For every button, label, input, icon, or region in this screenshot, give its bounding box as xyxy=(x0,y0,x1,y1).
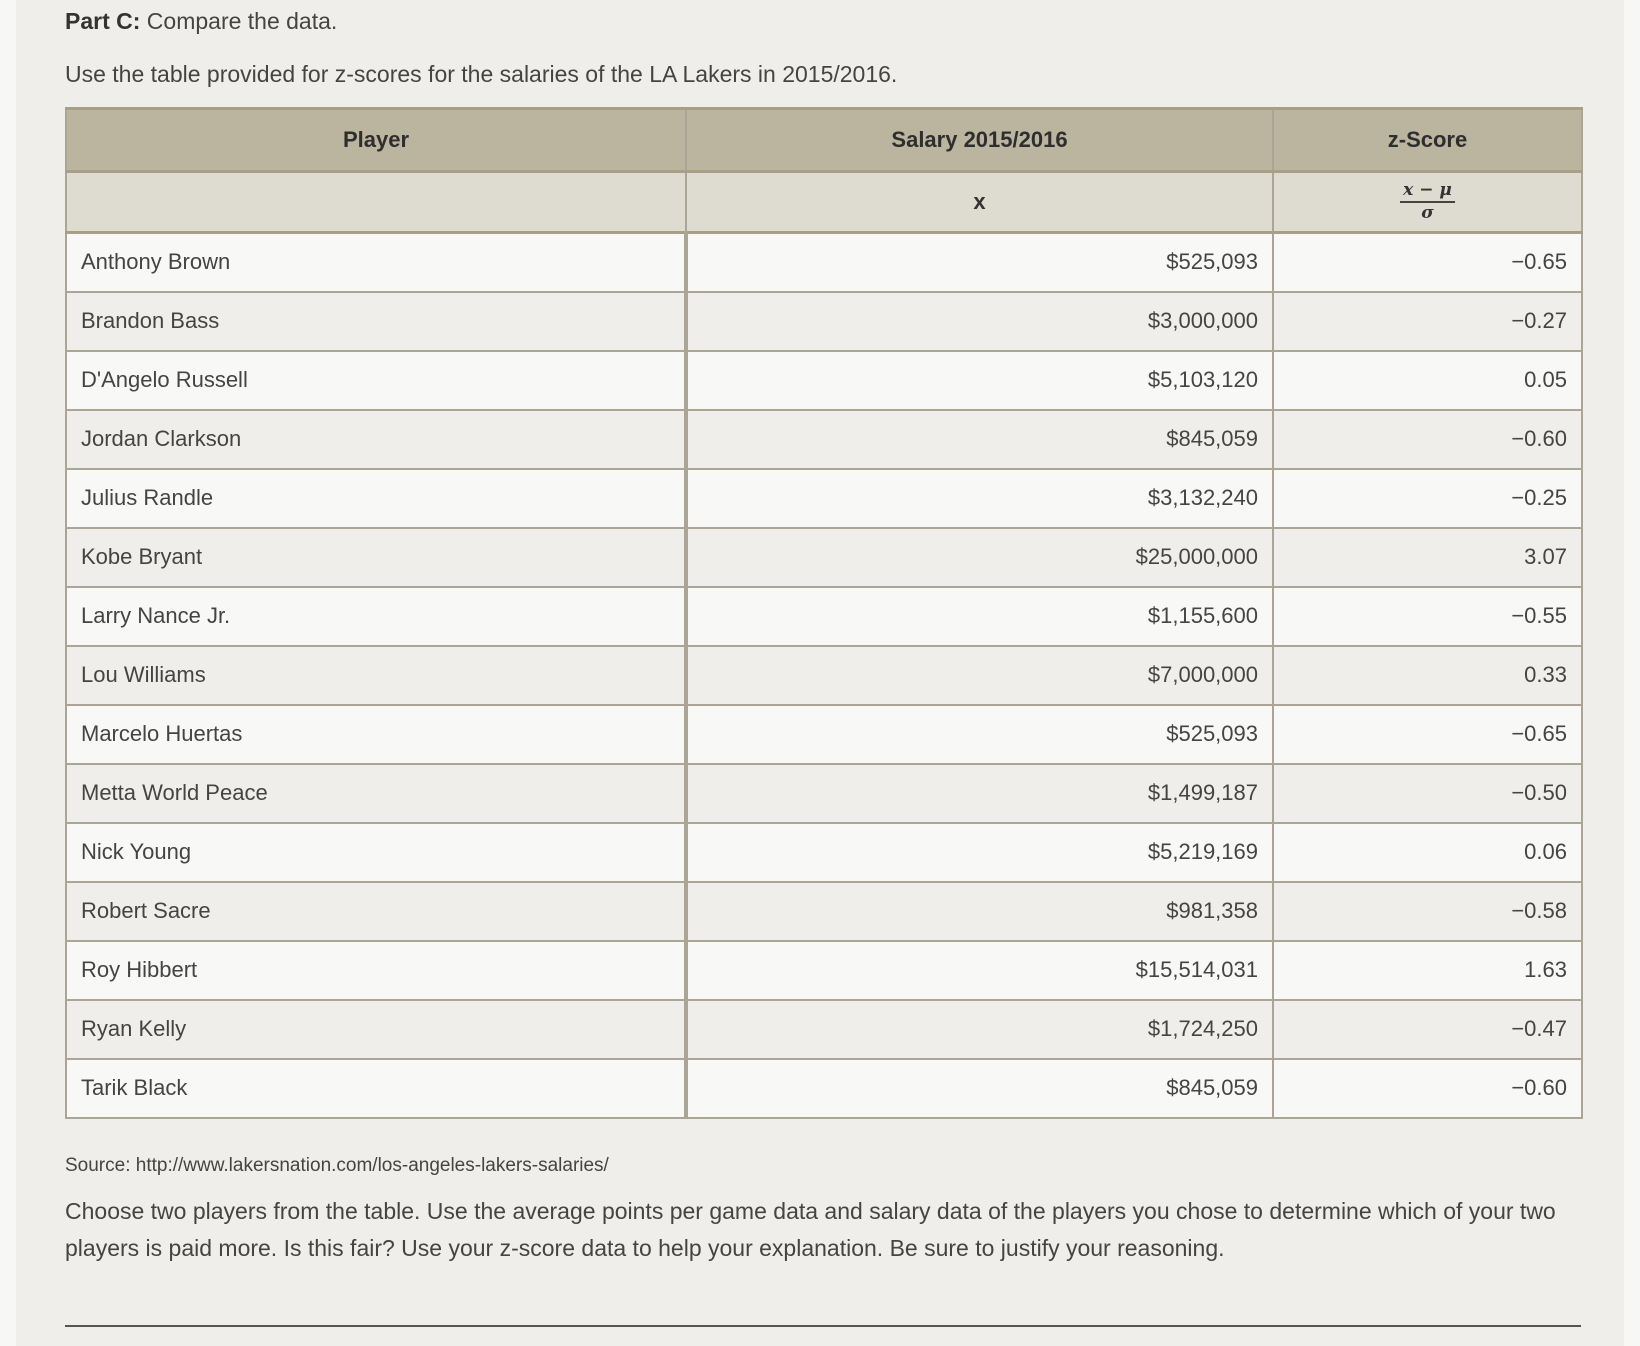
player-name: Tarik Black xyxy=(66,1059,686,1118)
header-player: Player xyxy=(66,109,686,172)
player-z-score: −0.25 xyxy=(1273,469,1582,528)
subheader-player xyxy=(66,172,686,233)
player-z-score: 0.05 xyxy=(1273,351,1582,410)
source-citation: Source: http://www.lakersnation.com/los-angeles-lakers-salaries/ xyxy=(65,1155,609,1176)
player-salary: $845,059 xyxy=(686,1059,1273,1118)
table-row xyxy=(66,292,1582,351)
player-z-score: −0.60 xyxy=(1273,410,1582,469)
table-row xyxy=(66,351,1582,410)
subheader-z-formula xyxy=(1273,172,1582,233)
player-salary: $981,358 xyxy=(686,882,1273,941)
table-row xyxy=(66,882,1582,941)
player-z-score: 3.07 xyxy=(1273,528,1582,587)
player-z-score: −0.50 xyxy=(1273,764,1582,823)
subheader-salary-x: x xyxy=(686,172,1273,233)
table-row xyxy=(66,1059,1582,1118)
header-salary: Salary 2015/2016 xyxy=(686,109,1273,172)
formula-numerator: x − μ xyxy=(1400,182,1455,203)
table-row xyxy=(66,410,1582,469)
table-row xyxy=(66,528,1582,587)
player-salary: $525,093 xyxy=(686,705,1273,764)
player-name: Ryan Kelly xyxy=(66,1000,686,1059)
player-salary: $5,219,169 xyxy=(686,823,1273,882)
question-prompt: Choose two players from the table. Use the average points per game data and salary data of the players you chose to determine which of your two players is paid more. Is this fair? Use your z-score data to help your explanation. Be sure to justify your reasoning. xyxy=(65,1198,1556,1261)
player-name: Anthony Brown xyxy=(66,233,686,292)
player-salary: $525,093 xyxy=(686,233,1273,292)
player-salary: $1,724,250 xyxy=(686,1000,1273,1059)
table-row xyxy=(66,705,1582,764)
player-salary: $1,155,600 xyxy=(686,587,1273,646)
table-row xyxy=(66,587,1582,646)
player-z-score: 0.06 xyxy=(1273,823,1582,882)
player-name: Roy Hibbert xyxy=(66,941,686,1000)
player-salary: $7,000,000 xyxy=(686,646,1273,705)
player-z-score: −0.65 xyxy=(1273,705,1582,764)
player-salary: $3,132,240 xyxy=(686,469,1273,528)
player-z-score: −0.47 xyxy=(1273,1000,1582,1059)
player-salary: $3,000,000 xyxy=(686,292,1273,351)
player-z-score: −0.60 xyxy=(1273,1059,1582,1118)
z-score-formula xyxy=(1400,182,1455,222)
part-label: Part C: xyxy=(65,8,141,34)
player-z-score: −0.65 xyxy=(1273,233,1582,292)
player-name: D'Angelo Russell xyxy=(66,351,686,410)
player-salary: $1,499,187 xyxy=(686,764,1273,823)
table-row xyxy=(66,233,1582,292)
player-name: Kobe Bryant xyxy=(66,528,686,587)
player-name: Metta World Peace xyxy=(66,764,686,823)
table-header-row xyxy=(66,109,1582,172)
player-z-score: −0.27 xyxy=(1273,292,1582,351)
player-salary: $15,514,031 xyxy=(686,941,1273,1000)
table-subheader-row xyxy=(66,172,1582,233)
player-z-score: −0.55 xyxy=(1273,587,1582,646)
player-name: Jordan Clarkson xyxy=(66,410,686,469)
player-z-score: −0.58 xyxy=(1273,882,1582,941)
player-z-score: 0.33 xyxy=(1273,646,1582,705)
answer-line xyxy=(65,1325,1581,1327)
z-score-table xyxy=(65,107,1583,1119)
worksheet-page xyxy=(16,0,1624,1346)
player-name: Marcelo Huertas xyxy=(66,705,686,764)
table-row xyxy=(66,764,1582,823)
table-row xyxy=(66,469,1582,528)
player-name: Lou Williams xyxy=(66,646,686,705)
player-z-score: 1.63 xyxy=(1273,941,1582,1000)
table-row xyxy=(66,941,1582,1000)
player-salary: $5,103,120 xyxy=(686,351,1273,410)
formula-denominator: σ xyxy=(1421,203,1434,223)
intro-text: Use the table provided for z-scores for the salaries of the LA Lakers in 2015/2016. xyxy=(65,61,898,87)
player-name: Julius Randle xyxy=(66,469,686,528)
table-row xyxy=(66,646,1582,705)
header-z-score: z-Score xyxy=(1273,109,1582,172)
player-salary: $25,000,000 xyxy=(686,528,1273,587)
table-row xyxy=(66,1000,1582,1059)
part-text: Compare the data. xyxy=(146,8,338,34)
player-salary: $845,059 xyxy=(686,410,1273,469)
player-name: Nick Young xyxy=(66,823,686,882)
table-row xyxy=(66,823,1582,882)
part-heading xyxy=(65,8,337,35)
player-name: Brandon Bass xyxy=(66,292,686,351)
player-name: Robert Sacre xyxy=(66,882,686,941)
player-name: Larry Nance Jr. xyxy=(66,587,686,646)
